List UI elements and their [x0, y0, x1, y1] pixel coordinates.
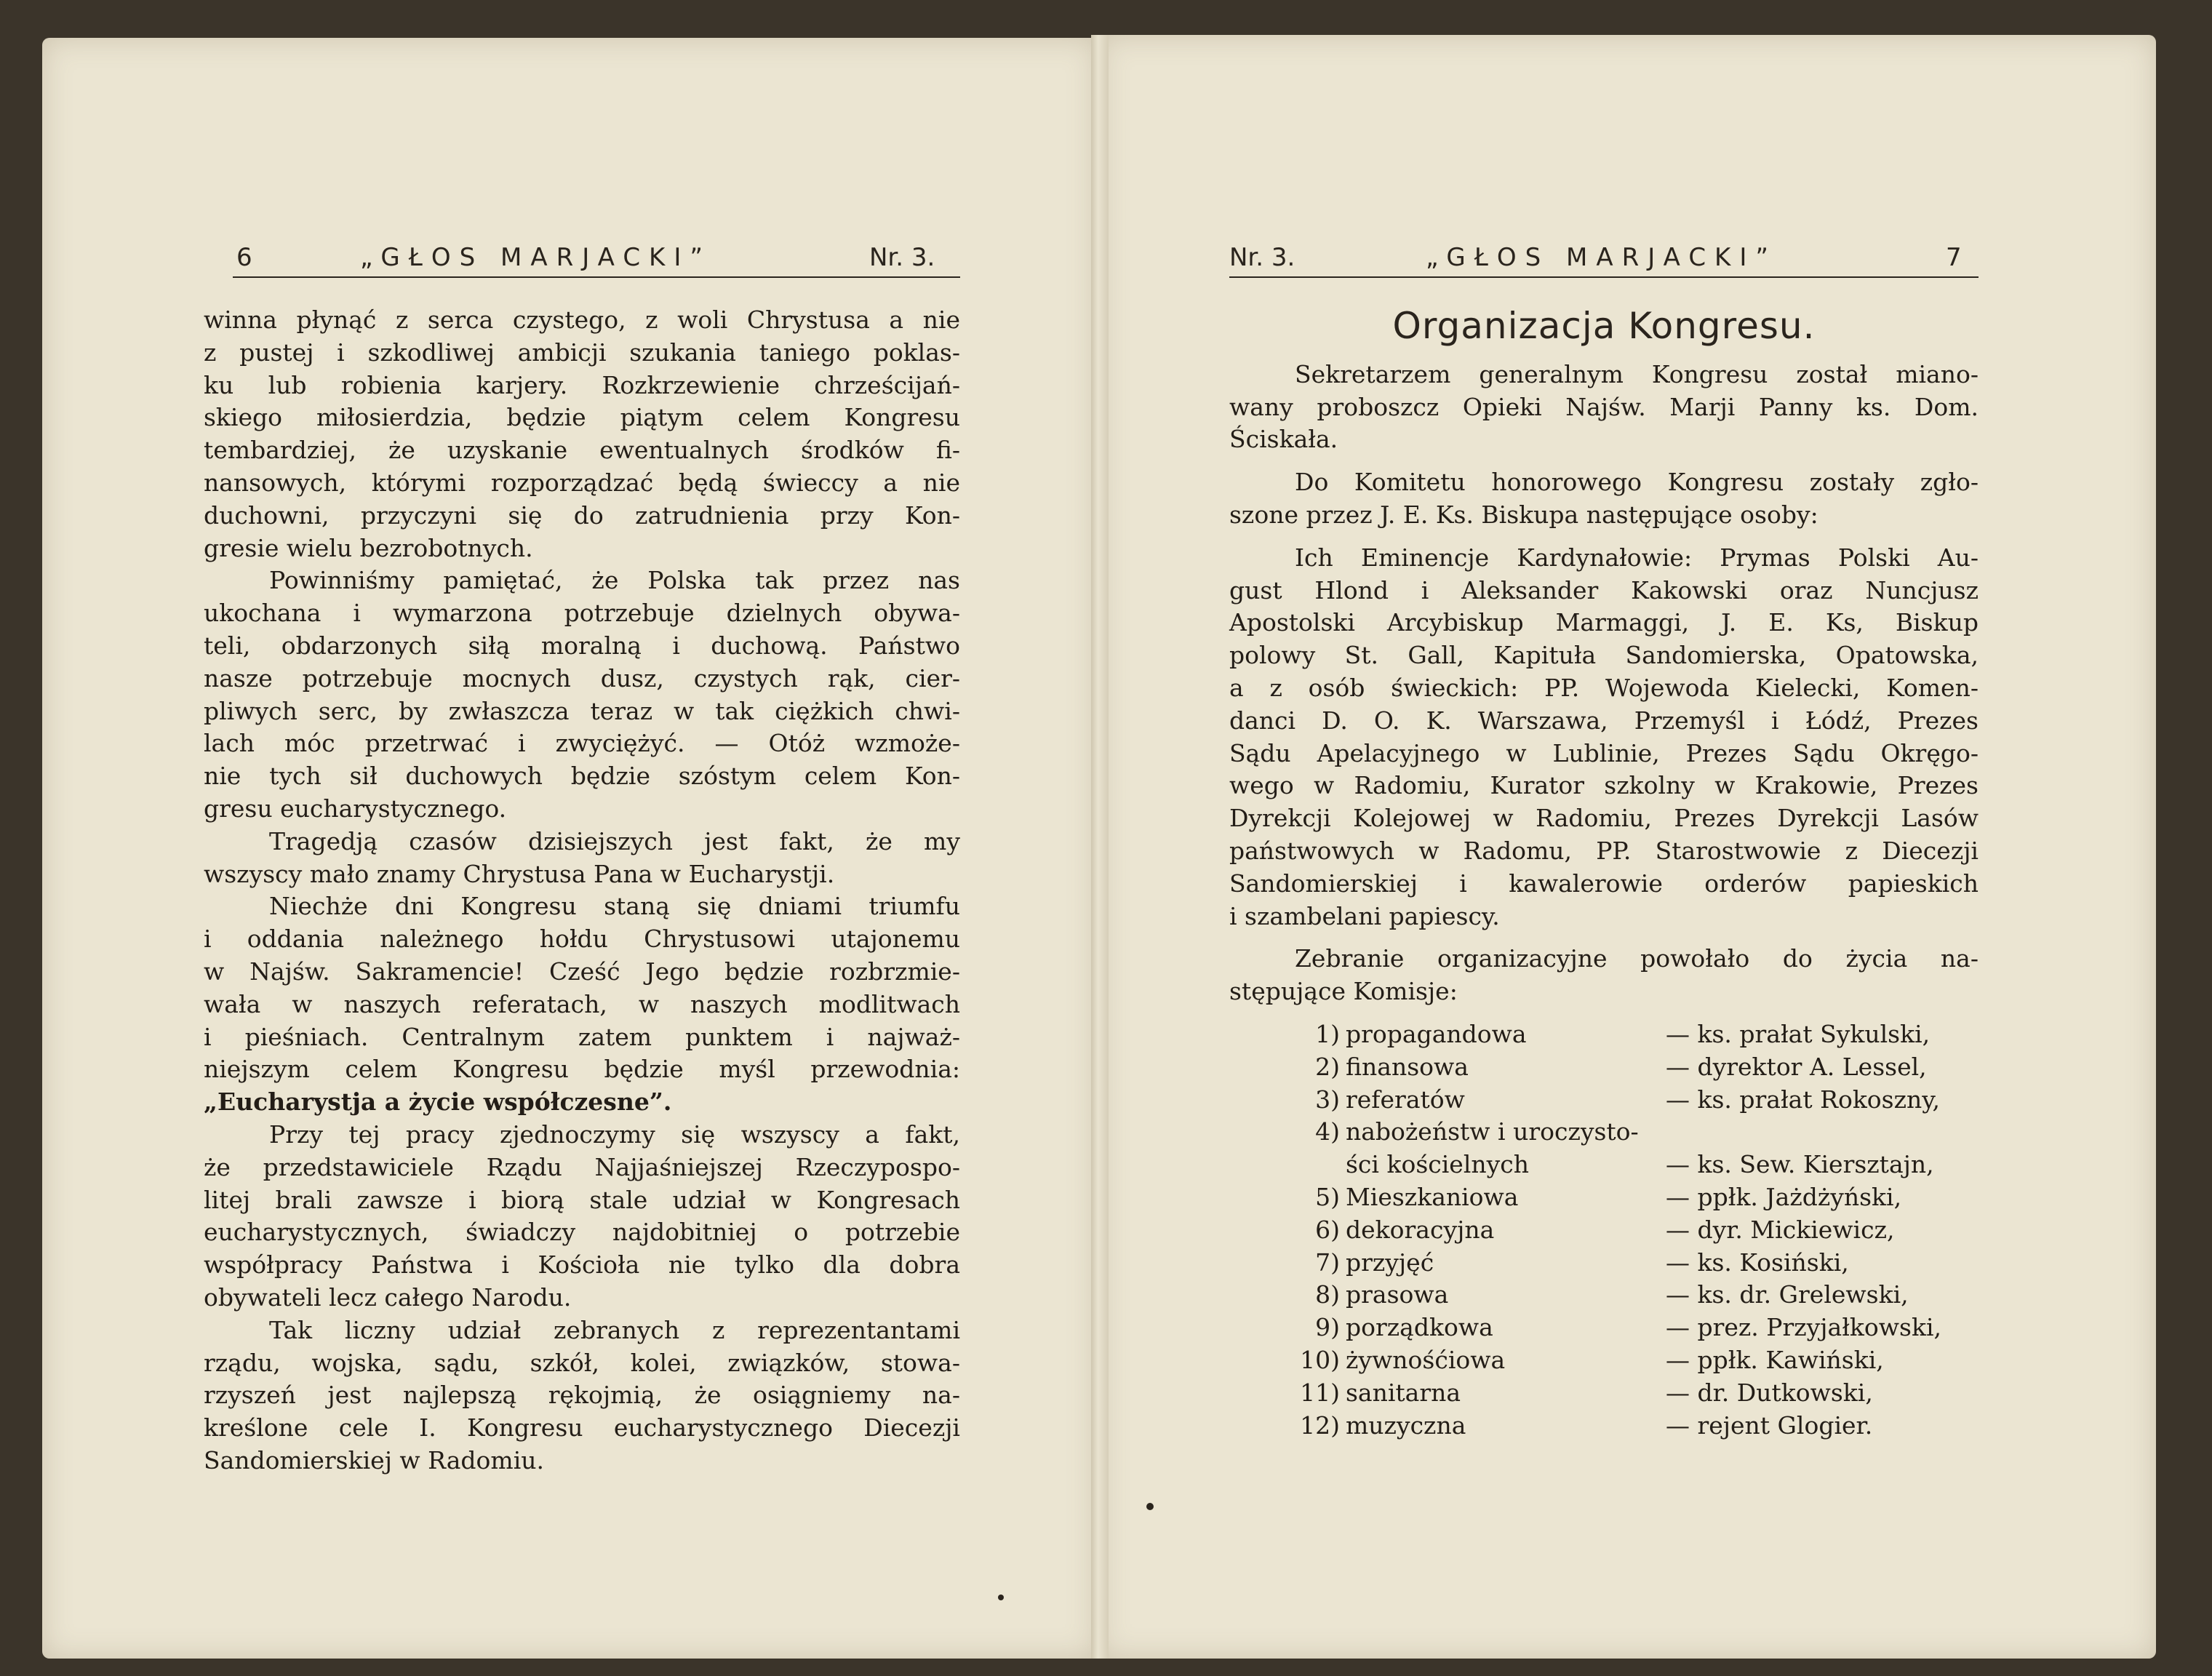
text-line: Powinniśmy pamiętać, że Polska tak przez nas	[269, 566, 960, 595]
text-line: danci D. O. K. Warszawa, Przemyśl i Łódź, Prezes	[1229, 706, 1979, 735]
right-running-header	[1229, 240, 1979, 278]
commission-name: nabożeństw i uroczysto-	[1346, 1117, 1639, 1146]
commission-name: ści kościelnych	[1346, 1150, 1530, 1179]
text-line: skiego miłosierdzia, będzie piątym celem Kongresu	[204, 403, 960, 432]
commission-row	[1229, 1116, 1979, 1149]
text-line: litej brali zawsze i biorą stale udział w Kongresach	[204, 1185, 960, 1214]
right-paragraphs	[1229, 359, 1979, 1018]
commission-name: porządkowa	[1346, 1313, 1493, 1342]
text-line: Dyrekcji Kolejowej w Radomiu, Prezes Dyrekcji Lasów	[1229, 804, 1979, 833]
right-body-text	[1229, 304, 1979, 1442]
text-line: gresu eucharystycznego.	[204, 794, 507, 823]
commission-chair: — ks. Kosiński,	[1666, 1248, 1849, 1277]
text-line: wany proboszcz Opieki Najśw. Marji Panny ks. Dom.	[1229, 392, 1979, 421]
text-line: winna płynąć z serca czystego, z woli Chrystusa a nie	[204, 306, 960, 334]
commission-number: 9)	[1315, 1313, 1340, 1342]
commission-row	[1229, 1247, 1979, 1280]
text-line: kreślone cele I. Kongresu eucharystycznego Diecezji	[204, 1413, 960, 1442]
text-line: rzyszeń jest najlepszą rękojmią, że osiągniemy na-	[204, 1381, 960, 1410]
text-line: i szambelani papiescy.	[1229, 901, 1500, 930]
text-line: a z osób świeckich: PP. Wojewoda Kielecki, Komen-	[1229, 673, 1979, 702]
commission-row	[1229, 1181, 1979, 1214]
emphasized-motto: „Eucharystja a życie współczesne”.	[204, 1088, 672, 1117]
text-line: i pieśniach. Centralnym zatem punktem i najważ-	[204, 1022, 960, 1051]
commission-number: 3)	[1315, 1085, 1340, 1114]
commission-number: 10)	[1300, 1345, 1340, 1374]
text-line: duchowni, przyczyni się do zatrudnienia przy Kon-	[204, 500, 960, 530]
text-line: Sądu Apelacyjnego w Lublinie, Prezes Sądu Okręgo-	[1229, 738, 1979, 767]
commission-row	[1229, 1279, 1979, 1312]
text-line: i oddania należnego hołdu Chrystusowi utajonemu	[204, 925, 960, 954]
article-title: Organizacja Kongresu.	[1392, 305, 1816, 347]
text-line: Przy tej pracy zjednoczymy się wszyscy a fakt,	[269, 1120, 960, 1149]
commission-chair: — ks. prałat Rokoszny,	[1666, 1085, 1941, 1114]
text-line: tembardziej, że uzyskanie ewentualnych środków fi-	[204, 436, 960, 465]
commission-row	[1229, 1410, 1979, 1442]
text-line: rządu, wojska, sądu, szkół, kolei, związków, stowa-	[204, 1348, 960, 1377]
commission-row	[1229, 1377, 1979, 1410]
commission-row	[1229, 1018, 1979, 1051]
commission-chair: — ppłk. Kawiński,	[1666, 1345, 1884, 1374]
commission-chair: — rejent Glogier.	[1666, 1410, 1873, 1440]
commission-number: 6)	[1315, 1215, 1340, 1244]
text-line: Sandomierskiej i kawalerowie orderów papieskich	[1229, 869, 1979, 898]
text-line: w Najśw. Sakramencie! Cześć Jego będzie rozbrzmie-	[204, 957, 960, 986]
commission-chair: — dyrektor A. Lessel,	[1666, 1052, 1927, 1081]
text-line: polowy St. Gall, Kapituła Sandomierska, Opatowska,	[1229, 641, 1979, 670]
paragraph-gap	[1229, 1008, 1979, 1018]
text-line: niejszym celem Kongresu będzie myśl przewodnia:	[204, 1055, 960, 1084]
text-line: Apostolski Arcybiskup Marmaggi, J. E. Ks, Biskup	[1229, 608, 1979, 637]
commission-list	[1229, 1018, 1979, 1442]
left-header-title: „GŁOS MARJACKI”	[360, 243, 711, 272]
commission-number: 5)	[1315, 1182, 1340, 1211]
text-line: Ściskała.	[1229, 425, 1338, 454]
commission-name: muzyczna	[1346, 1410, 1466, 1440]
text-line: Ich Eminencje Kardynałowie: Prymas Polski Au-	[1295, 543, 1979, 572]
text-line: gresie wielu bezrobotnych.	[204, 533, 533, 562]
commission-row	[1229, 1084, 1979, 1117]
text-line: wego w Radomiu, Kurator szkolny w Krakowie, Prezes	[1229, 771, 1979, 800]
commission-chair: — ks. prałat Sykulski,	[1666, 1019, 1930, 1048]
text-line: Niechże dni Kongresu staną się dniami triumfu	[269, 892, 960, 921]
commission-chair: — dr. Dutkowski,	[1666, 1378, 1873, 1407]
text-line: szone przez J. E. Ks. Biskupa następujące osoby:	[1229, 500, 1818, 529]
commission-number: 11)	[1300, 1378, 1340, 1407]
text-line: państwowych w Radomu, PP. Starostwowie z Diecezji	[1229, 836, 1979, 865]
right-header-title: „GŁOS MARJACKI”	[1426, 243, 1777, 272]
commission-name: Mieszkaniowa	[1346, 1182, 1519, 1211]
commission-row	[1229, 1214, 1979, 1247]
left-header-issue: Nr. 3.	[869, 243, 935, 272]
commission-name: referatów	[1346, 1085, 1465, 1114]
commission-number: 12)	[1300, 1410, 1340, 1440]
text-line: Sandomierskiej w Radomiu.	[204, 1445, 545, 1475]
commission-name: finansowa	[1346, 1052, 1469, 1081]
text-line: stępujące Komisje:	[1229, 977, 1458, 1006]
commission-chair: — prez. Przyjałkowski,	[1666, 1313, 1941, 1342]
text-line: Tragedją czasów dzisiejszych jest fakt, że my	[269, 826, 960, 855]
commission-name: prasowa	[1346, 1280, 1449, 1309]
commission-chair: — ppłk. Jażdżyński,	[1666, 1182, 1902, 1211]
commission-chair: — dyr. Mickiewicz,	[1666, 1215, 1895, 1244]
text-line: wała w naszych referatach, w naszych modlitwach	[204, 989, 960, 1018]
text-line: eucharystycznych, świadczy najdobitniej o potrzebie	[204, 1218, 960, 1247]
text-line: pliwych serc, by zwłaszcza teraz w tak ciężkich chwi-	[204, 696, 960, 725]
right-page-number: 7	[1946, 243, 1962, 272]
text-line: teli, obdarzonych siłą moralną i duchową. Państwo	[204, 631, 960, 660]
commission-number: 1)	[1315, 1019, 1340, 1048]
ink-speck	[998, 1595, 1004, 1600]
text-line: ukochana i wymarzona potrzebuje dzielnych obywa-	[204, 599, 960, 628]
commission-name: żywnośćiowa	[1346, 1345, 1506, 1374]
commission-number: 8)	[1315, 1280, 1340, 1309]
text-line: obywateli lecz całego Narodu.	[204, 1282, 572, 1312]
text-line: Tak liczny udział zebranych z reprezentantami	[269, 1315, 960, 1344]
commission-chair: — ks. Sew. Kiersztajn,	[1666, 1150, 1934, 1179]
text-line: ku lub robienia karjery. Rozkrzewienie chrześcijań-	[204, 370, 960, 399]
commission-name: sanitarna	[1346, 1378, 1461, 1407]
text-line: Do Komitetu honorowego Kongresu zostały zgło-	[1295, 468, 1979, 497]
text-line: lach móc przetrwać i zwyciężyć. — Otóż wzmoże-	[204, 729, 960, 758]
paragraph-gap	[1229, 456, 1979, 466]
left-page-number: 6	[236, 243, 252, 272]
text-line: gust Hlond i Aleksander Kakowski oraz Nuncjusz	[1229, 575, 1979, 604]
commission-chair: — ks. dr. Grelewski,	[1666, 1280, 1909, 1309]
paragraph-gap	[1229, 933, 1979, 943]
commission-number: 7)	[1315, 1248, 1340, 1277]
left-running-header	[233, 240, 960, 278]
text-line: nasze potrzebuje mocnych dusz, czystych rąk, cier-	[204, 663, 960, 693]
commission-row	[1229, 1149, 1979, 1181]
commission-name: przyjęć	[1346, 1248, 1434, 1277]
text-line: Zebranie organizacyjne powołało do życia na-	[1295, 944, 1979, 973]
text-line: że przedstawiciele Rządu Najjaśniejszej Rzeczypospo-	[204, 1152, 960, 1181]
commission-number: 4)	[1315, 1117, 1340, 1146]
book-gutter	[1091, 35, 1109, 1659]
text-line: wszyscy mało znamy Chrystusa Pana w Eucharystji.	[204, 859, 835, 888]
text-line: współpracy Państwa i Kościoła nie tylko dla dobra	[204, 1250, 960, 1280]
text-line: z pustej i szkodliwej ambicji szukania taniego poklas-	[204, 338, 960, 367]
commission-row	[1229, 1312, 1979, 1344]
text-line: nie tych sił duchowych będzie szóstym celem Kon-	[204, 762, 960, 791]
commission-number: 2)	[1315, 1052, 1340, 1081]
commission-name: dekoracyjna	[1346, 1215, 1495, 1244]
text-line: Sekretarzem generalnym Kongresu został miano-	[1295, 359, 1979, 388]
commission-row	[1229, 1344, 1979, 1377]
right-header-issue: Nr. 3.	[1229, 243, 1295, 272]
text-line: nansowych, którymi rozporządzać będą świeccy a nie	[204, 468, 960, 497]
left-body-text	[204, 304, 960, 1477]
paragraph-gap	[1229, 532, 1979, 542]
ink-speck	[1146, 1503, 1154, 1510]
commission-row	[1229, 1051, 1979, 1084]
commission-name: propagandowa	[1346, 1019, 1527, 1048]
